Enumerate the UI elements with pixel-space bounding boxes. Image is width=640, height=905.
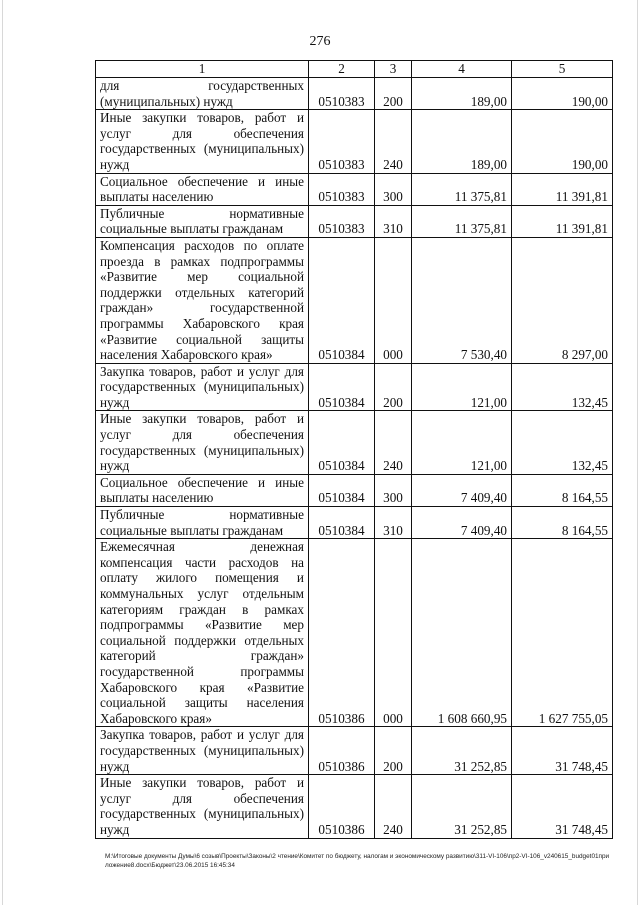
header-col-1: 1 <box>96 61 309 78</box>
header-col-2: 2 <box>309 61 375 78</box>
row-name: Ежемесячная денежная компенсация части расходов на оплату жилого помещения и коммунальных услуг отдельным категориям граждан в рамках подпрограммы «Развитие мер социальной поддержки отдельных категорий граждан» государственной программы Хабаровского края «Развитие социальной защиты населения Хабаровского края» <box>96 539 309 727</box>
row-kind: 300 <box>375 474 412 506</box>
row-kind: 200 <box>375 78 412 110</box>
row-code: 0510383 <box>309 110 375 173</box>
row-value-2016: 8 297,00 <box>512 237 613 363</box>
row-value-2015: 189,00 <box>412 78 512 110</box>
row-kind: 240 <box>375 110 412 173</box>
table-row <box>96 173 613 205</box>
row-kind: 000 <box>375 237 412 363</box>
row-code: 0510384 <box>309 237 375 363</box>
row-value-2015: 31 252,85 <box>412 727 512 775</box>
row-value-2016: 190,00 <box>512 110 613 173</box>
row-value-2016: 11 391,81 <box>512 173 613 205</box>
row-code: 0510386 <box>309 727 375 775</box>
row-value-2015: 189,00 <box>412 110 512 173</box>
table-row <box>96 411 613 474</box>
table-row <box>96 727 613 775</box>
table-row <box>96 237 613 363</box>
row-value-2016: 8 164,55 <box>512 507 613 539</box>
table-row <box>96 474 613 506</box>
row-kind: 240 <box>375 411 412 474</box>
row-kind: 300 <box>375 173 412 205</box>
row-kind: 310 <box>375 205 412 237</box>
row-kind: 310 <box>375 507 412 539</box>
row-value-2016: 190,00 <box>512 78 613 110</box>
row-code: 0510384 <box>309 411 375 474</box>
row-name: Социальное обеспечение и иные выплаты населению <box>96 173 309 205</box>
row-value-2015: 7 409,40 <box>412 474 512 506</box>
row-kind: 240 <box>375 775 412 838</box>
table-row <box>96 110 613 173</box>
row-value-2016: 11 391,81 <box>512 205 613 237</box>
row-value-2015: 7 409,40 <box>412 507 512 539</box>
row-name: Закупка товаров, работ и услуг для государственных (муниципальных) нужд <box>96 363 309 411</box>
row-value-2016: 1 627 755,05 <box>512 539 613 727</box>
row-value-2015: 11 375,81 <box>412 205 512 237</box>
header-col-4: 4 <box>412 61 512 78</box>
row-code: 0510386 <box>309 775 375 838</box>
row-value-2015: 1 608 660,95 <box>412 539 512 727</box>
page-edge-right <box>637 0 638 905</box>
row-name: Иные закупки товаров, работ и услуг для обеспечения государственных (муниципальных) нужд <box>96 110 309 173</box>
table-row <box>96 507 613 539</box>
row-value-2016: 132,45 <box>512 363 613 411</box>
row-value-2016: 31 748,45 <box>512 775 613 838</box>
header-col-5: 5 <box>512 61 613 78</box>
row-name: Иные закупки товаров, работ и услуг для обеспечения государственных (муниципальных) нужд <box>96 775 309 838</box>
row-code: 0510383 <box>309 78 375 110</box>
row-value-2015: 31 252,85 <box>412 775 512 838</box>
row-kind: 000 <box>375 539 412 727</box>
row-kind: 200 <box>375 727 412 775</box>
row-code: 0510384 <box>309 474 375 506</box>
row-name: Иные закупки товаров, работ и услуг для обеспечения государственных (муниципальных) нужд <box>96 411 309 474</box>
row-value-2016: 132,45 <box>512 411 613 474</box>
row-name: Публичные нормативные социальные выплаты гражданам <box>96 507 309 539</box>
table-row <box>96 78 613 110</box>
row-value-2015: 121,00 <box>412 363 512 411</box>
header-row <box>96 61 613 78</box>
table-row <box>96 775 613 838</box>
row-code: 0510383 <box>309 173 375 205</box>
row-name: Закупка товаров, работ и услуг для государственных (муниципальных) нужд <box>96 727 309 775</box>
row-code: 0510383 <box>309 205 375 237</box>
table-row <box>96 205 613 237</box>
page-edge-left <box>2 0 3 905</box>
row-value-2016: 31 748,45 <box>512 727 613 775</box>
table-row <box>96 363 613 411</box>
row-value-2015: 7 530,40 <box>412 237 512 363</box>
row-value-2015: 11 375,81 <box>412 173 512 205</box>
budget-table <box>95 60 613 839</box>
row-value-2015: 121,00 <box>412 411 512 474</box>
file-path-footer: M:\Итоговые документы Думы\6 созыв\Проекты\Законы\2 чтение\Комитет по бюджету, налогам и экономическому развитию\311-VI-106\пр2-VI-106_v240615_budget01приложение8.docx\Бюджет\23.06.2015 16:45:34 <box>105 853 610 869</box>
header-col-3: 3 <box>375 61 412 78</box>
row-code: 0510384 <box>309 363 375 411</box>
page-number: 276 <box>309 34 331 49</box>
row-code: 0510386 <box>309 539 375 727</box>
row-code: 0510384 <box>309 507 375 539</box>
row-name: для государственных (муниципальных) нужд <box>96 78 309 110</box>
row-name: Социальное обеспечение и иные выплаты населению <box>96 474 309 506</box>
row-kind: 200 <box>375 363 412 411</box>
row-name: Компенсация расходов по оплате проезда в рамках подпрограммы «Развитие мер социальной поддержки отдельных категорий граждан» государственной программы Хабаровского края «Развитие социальной защиты населения Хабаровского края» <box>96 237 309 363</box>
table-row <box>96 539 613 727</box>
row-name: Публичные нормативные социальные выплаты гражданам <box>96 205 309 237</box>
row-value-2016: 8 164,55 <box>512 474 613 506</box>
